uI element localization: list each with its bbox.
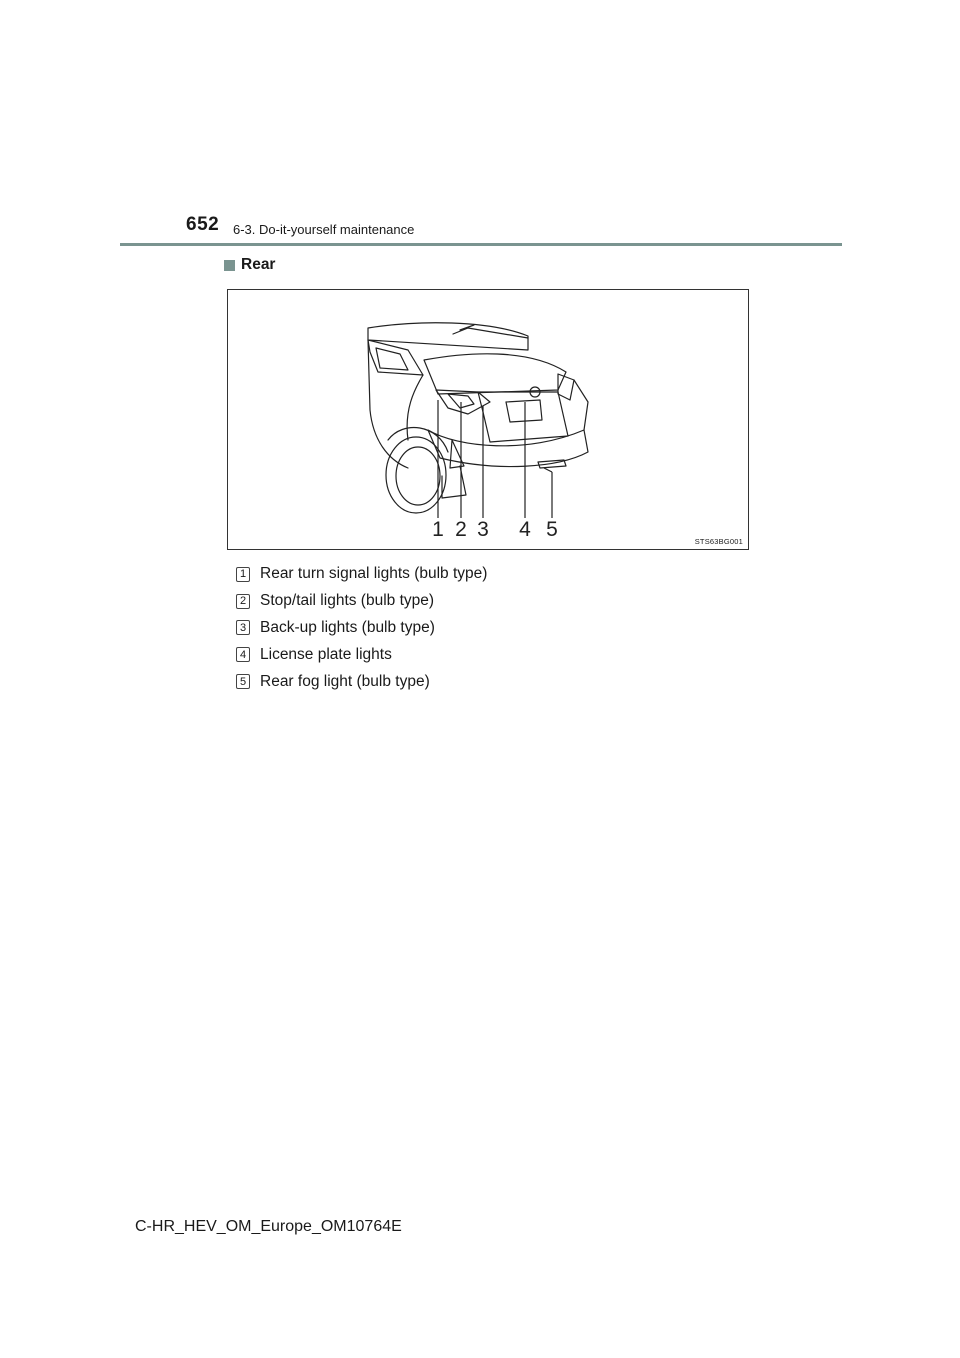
document-footer: C-HR_HEV_OM_Europe_OM10764E <box>135 1218 402 1235</box>
page-number: 652 <box>186 214 220 235</box>
legend-item <box>236 668 487 695</box>
legend-number: 1 <box>236 567 250 582</box>
legend-item <box>236 588 487 615</box>
legend-label: Back-up lights (bulb type) <box>260 618 435 636</box>
callout-3: 3 <box>477 518 489 541</box>
subheading-text: Rear <box>241 256 276 273</box>
car-rear-illustration <box>228 290 748 549</box>
rear-lights-figure <box>227 289 749 550</box>
callout-4: 4 <box>519 518 531 541</box>
callout-5: 5 <box>546 518 558 541</box>
legend-number: 2 <box>236 594 250 609</box>
legend-label: Rear fog light (bulb type) <box>260 672 430 690</box>
square-bullet-icon <box>224 260 235 271</box>
section-title: 6-3. Do-it-yourself maintenance <box>233 222 415 237</box>
header-rule <box>120 243 842 246</box>
legend-label: Rear turn signal lights (bulb type) <box>260 565 488 583</box>
legend-number: 3 <box>236 620 250 635</box>
legend-item <box>236 641 487 668</box>
legend-number: 4 <box>236 647 250 662</box>
figure-code: STS63BG001 <box>694 537 743 546</box>
legend-label: Stop/tail lights (bulb type) <box>260 592 435 610</box>
subheading <box>224 256 275 274</box>
callout-2: 2 <box>455 518 467 541</box>
legend-label: License plate lights <box>260 645 392 663</box>
legend-item <box>236 561 487 588</box>
legend-item <box>236 615 487 642</box>
callout-1: 1 <box>432 518 444 541</box>
legend-number: 5 <box>236 674 250 689</box>
legend-list <box>236 561 487 695</box>
